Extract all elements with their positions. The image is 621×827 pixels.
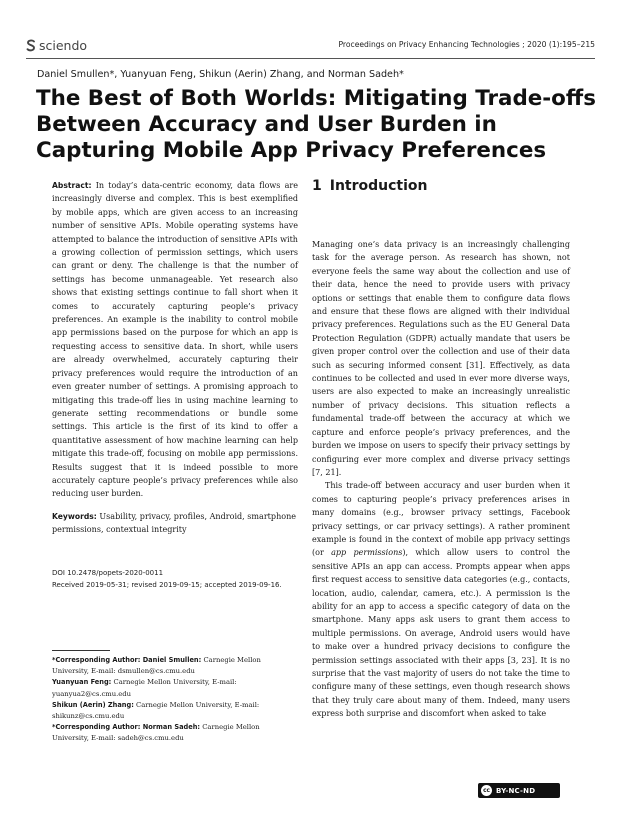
license-text: BY-NC-ND <box>496 786 536 795</box>
footnote-label: *Corresponding Author: Norman Sadeh: <box>52 723 201 732</box>
footnote-text: Carnegie Mellon University, E-mail: yuanyua2@cs.cmu.edu <box>52 678 237 698</box>
footnote-label: Yuanyuan Feng: <box>52 678 112 687</box>
abstract-label: Abstract: <box>52 181 92 190</box>
publisher-logo <box>26 38 87 53</box>
abstract <box>52 179 298 501</box>
creative-commons-icon: cc <box>481 785 492 796</box>
author-list: Daniel Smullen*, Yuanyuan Feng, Shikun (Aerin) Zhang, and Norman Sadeh* <box>37 69 404 80</box>
publisher-name: sciendo <box>39 38 88 53</box>
footnotes <box>52 655 298 745</box>
footnote <box>52 700 298 722</box>
footnote-label: Shikun (Aerin) Zhang: <box>52 700 134 709</box>
footnote <box>52 677 298 699</box>
section-heading <box>312 178 428 194</box>
footnote-text: Carnegie Mellon University, E-mail: shikunz@cs.cmu.edu <box>52 700 260 721</box>
paragraph <box>312 479 570 720</box>
abstract-text: In today’s data-centric economy, data flows are increasingly diverse and complex. This is best exemplified by mobile apps, which are given access to an increasing number of sensitive APIs. Mobile operating systems have attempted to balance the introduction of sensitive APIs with a growing collection of permission settings, which users can grant or deny. The challenge is that the number of settings has become unmanageable. Yet research also shows that existing settings continue to fall short when it comes to accurately capturing people’s privacy preferences. An example is the inability to control mobile app permissions based on the purpose for which an app is requesting access to sensitive data. In short, while users are already overwhelmed, accurately capturing their privacy preferences would require the introduction of an even greater number of settings. A promising approach to mitigating this trade-off lies in using machine learning to generate setting recommendations or bundle some settings. This article is the first of its kind to offer a quantitative assessment of how machine learning can help mitigate this trade-off, focusing on mobile app permissions. Results suggest that it is indeed possible to more accurately capture people’s privacy preferences while also reducing user burden. <box>52 181 299 499</box>
header-rule <box>26 58 595 59</box>
journal-info: Proceedings on Privacy Enhancing Technologies ; 2020 (1):195–215 <box>338 40 595 49</box>
cc-license-badge <box>478 783 560 798</box>
footnote <box>52 722 298 744</box>
keywords-text: Usability, privacy, profiles, Android, smartphone permissions, contextual integrity <box>52 512 297 535</box>
section-number: 1 <box>312 178 322 194</box>
emphasis-text: app permissions <box>331 548 403 558</box>
paragraph: Managing one’s data privacy is an increasingly challenging task for the average person. As research has shown, not everyone feels the same way about the collection and use of their data, hence the need to provide users with privacy options or settings that enable them to configure data flows and ensure that these flows are aligned with their individual privacy preferences. Regulations such as the EU General Data Protection Regulation (GDPR) actually mandate that users be given proper control over the collection and use of their data such as securing informed consent [31]. Effectively, as data continues to be collected and used in ever more diverse ways, users are also expected to make an increasingly unrealistic number of privacy decisions. This situation reflects a fundamental trade-off between the accuracy at which we capture and enforce people’s privacy preferences, and the burden we impose on users to specify their privacy settings by configuring ever more complex and diverse privacy settings [7, 21]. <box>312 240 570 477</box>
paper-title: The Best of Both Worlds: Mitigating Trade-offs Between Accuracy and User Burden in Capturing Mobile App Privacy Preferences <box>36 86 596 163</box>
page-header <box>26 38 595 56</box>
section-title: Introduction <box>329 178 428 194</box>
sciendo-logo-icon <box>26 39 36 52</box>
footnote-text: Carnegie Mellon University, E-mail: dsmullen@cs.cmu.edu <box>52 656 261 676</box>
keywords <box>52 510 298 537</box>
paragraph-text: ), which allow users to control the sensitive APIs an app can access. Prompts appear when apps first request access to sensitive data categories (e.g., contacts, location, audio, calendar, camera, etc.). A permission is the ability for an app to access a specific category of data on the smartphone. Many apps ask users to grant them access to multiple permissions. On average, Android users would have to make over a hundred privacy decisions to configure the permission settings associated with their apps [3, 23]. It is no surprise that the vast majority of users do not take the time to configure many of these settings, even though research shows that they truly care about many of them. Indeed, many users express both surprise and discomfort when asked to take <box>312 548 570 719</box>
received-dates: Received 2019-05-31; revised 2019-09-15; accepted 2019-09-16. <box>52 581 282 589</box>
footnote-text: Carnegie Mellon University, E-mail: sadeh@cs.cmu.edu <box>52 723 260 743</box>
paragraph-text: This trade-off between accuracy and user burden when it comes to capturing people’s privacy preferences arises in many domains (e.g., browser privacy settings, Facebook privacy settings, or car privacy settings). A rather prominent example is found in the context of mobile app privacy settings (or <box>312 481 570 558</box>
footnote <box>52 655 298 677</box>
introduction-body <box>312 238 570 721</box>
keywords-label: Keywords: <box>52 512 97 521</box>
doi: DOI 10.2478/popets-2020-0011 <box>52 569 164 577</box>
footnote-label: *Corresponding Author: Daniel Smullen: <box>52 656 202 664</box>
footnote-rule <box>52 650 110 651</box>
